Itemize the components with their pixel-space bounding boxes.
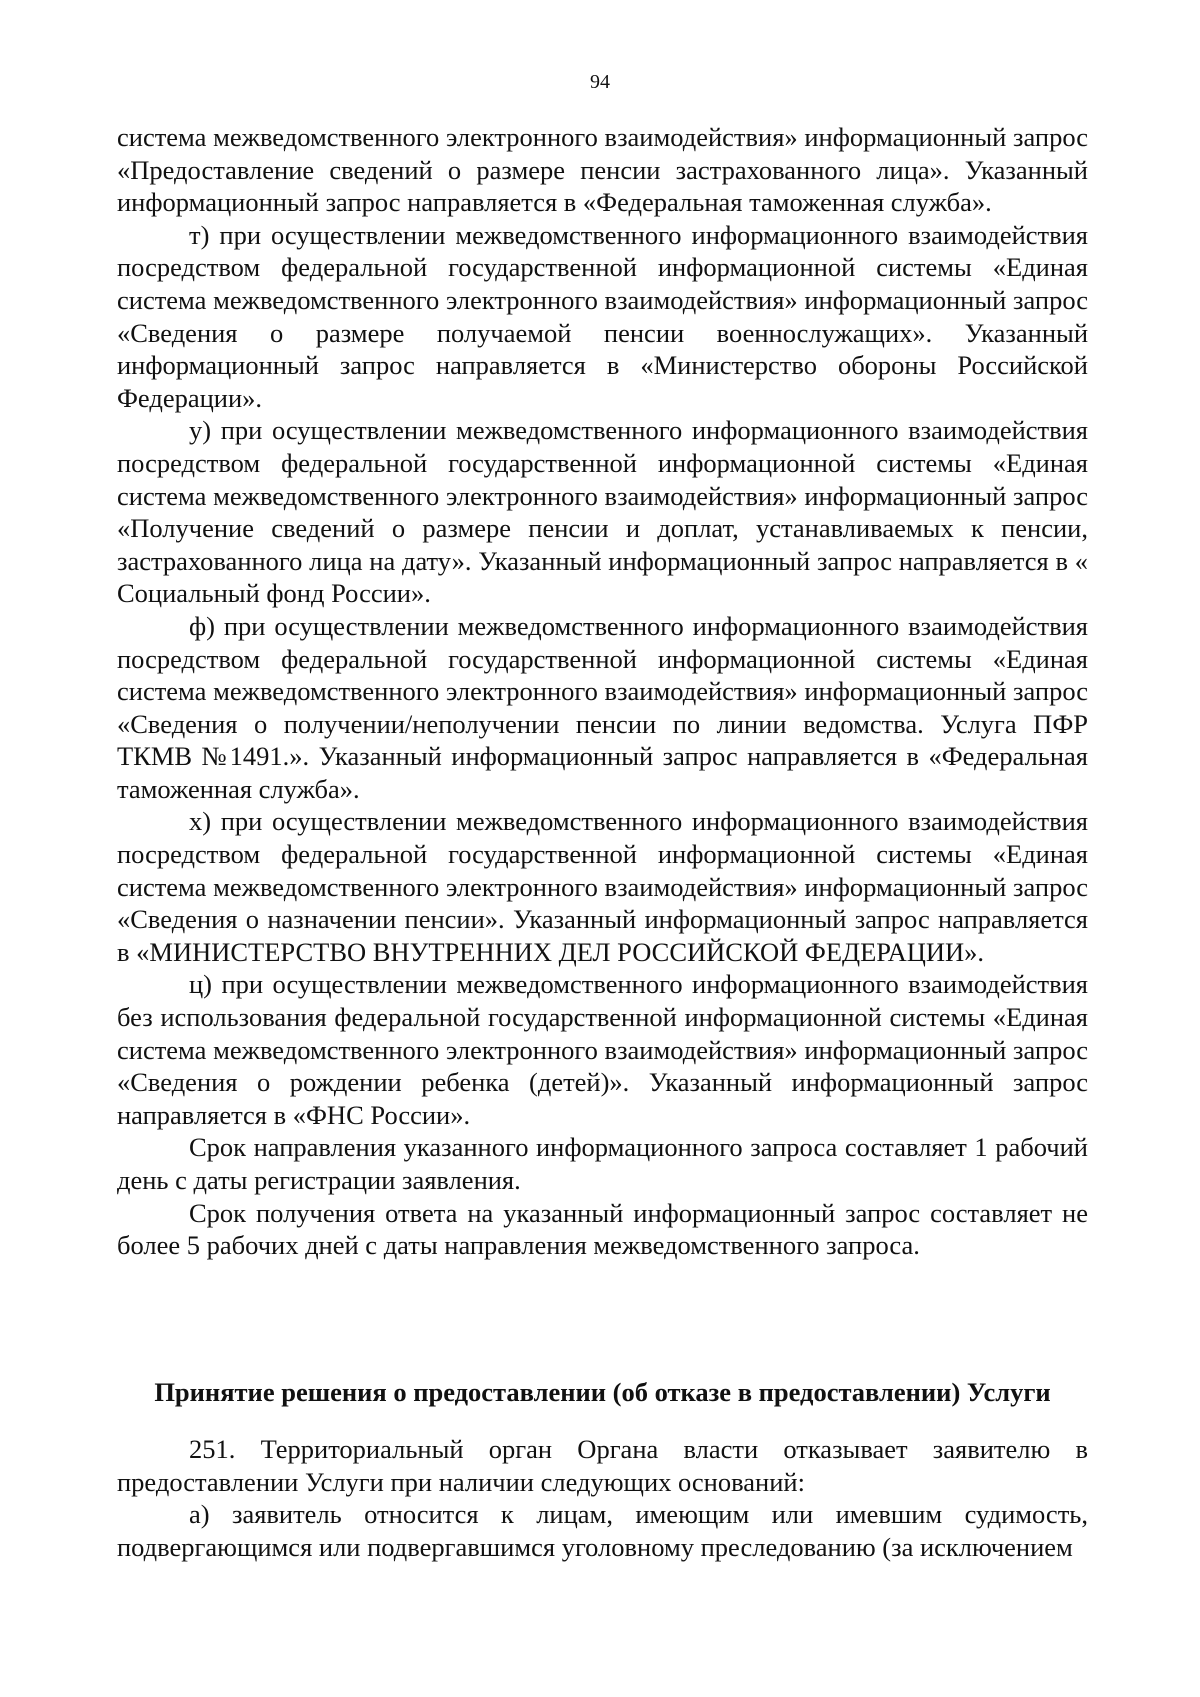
paragraph-clause-251: 251. Территориальный орган Органа власти отказывает заявителю в предоставлении Услуги при наличии следующих оснований: <box>117 1434 1088 1497</box>
paragraph-item-a: а) заявитель относится к лицам, имеющим или имевшим судимость, подвергающимся или подвергавшимся уголовному преследованию (за исключением <box>117 1499 1088 1562</box>
paragraph-request-deadline: Срок направления указанного информационного запроса составляет 1 рабочий день с даты регистрации заявления. <box>117 1132 1088 1195</box>
page-number: 94 <box>590 71 610 93</box>
paragraph-item-f: ф) при осуществлении межведомственного информационного взаимодействия посредством федеральной государственной информационной системы «Единая система межведомственного электронного взаимодействия» информационный запрос «Сведения о получении/неполучении пенсии по линии ведомства. Услуга ПФР ТКМВ №1491.». Указанный информационный запрос направляется в «Федеральная таможенная служба». <box>117 610 1088 804</box>
document-body <box>117 121 1088 1262</box>
paragraph-continuation: система межведомственного электронного взаимодействия» информационный запрос «Предоставление сведений о размере пенсии застрахованного лица». Указанный информационный запрос направляется в «Федеральная таможенная служба». <box>117 122 1088 218</box>
paragraph-item-ts: ц) при осуществлении межведомственного информационного взаимодействия без использования федеральной государственной информационной системы «Единая система межведомственного электронного взаимодействия» информационный запрос «Сведения о рождении ребенка (детей)». Указанный информационный запрос направляется в «ФНС России». <box>117 969 1088 1130</box>
paragraph-item-t: т) при осуществлении межведомственного информационного взаимодействия посредством федеральной государственной информационной системы «Единая система межведомственного электронного взаимодействия» информационный запрос «Сведения о размере получаемой пенсии военнослужащих». Указанный информационный запрос направляется в «Министерство обороны Российской Федерации». <box>117 219 1088 413</box>
paragraph-item-kh: х) при осуществлении межведомственного информационного взаимодействия посредством федеральной государственной информационной системы «Единая система межведомственного электронного взаимодействия» информационный запрос «Сведения о назначении пенсии». Указанный информационный запрос направляется в «МИНИСТЕРСТВО ВНУТРЕННИХ ДЕЛ РОССИЙСКОЙ ФЕДЕРАЦИИ». <box>117 806 1088 967</box>
section-heading: Принятие решения о предоставлении (об отказе в предоставлении) Услуги <box>154 1377 1051 1407</box>
document-body-section <box>117 1433 1088 1563</box>
paragraph-item-u: у) при осуществлении межведомственного информационного взаимодействия посредством федеральной государственной информационной системы «Единая система межведомственного электронного взаимодействия» информационный запрос «Получение сведений о размере пенсии и доплат, устанавливаемых к пенсии, застрахованного лица на дату». Указанный информационный запрос направляется в « Социальный фонд России». <box>117 415 1088 609</box>
paragraph-response-deadline: Срок получения ответа на указанный информационный запрос составляет не более 5 рабочих дней с даты направления межведомственного запроса. <box>117 1197 1088 1261</box>
